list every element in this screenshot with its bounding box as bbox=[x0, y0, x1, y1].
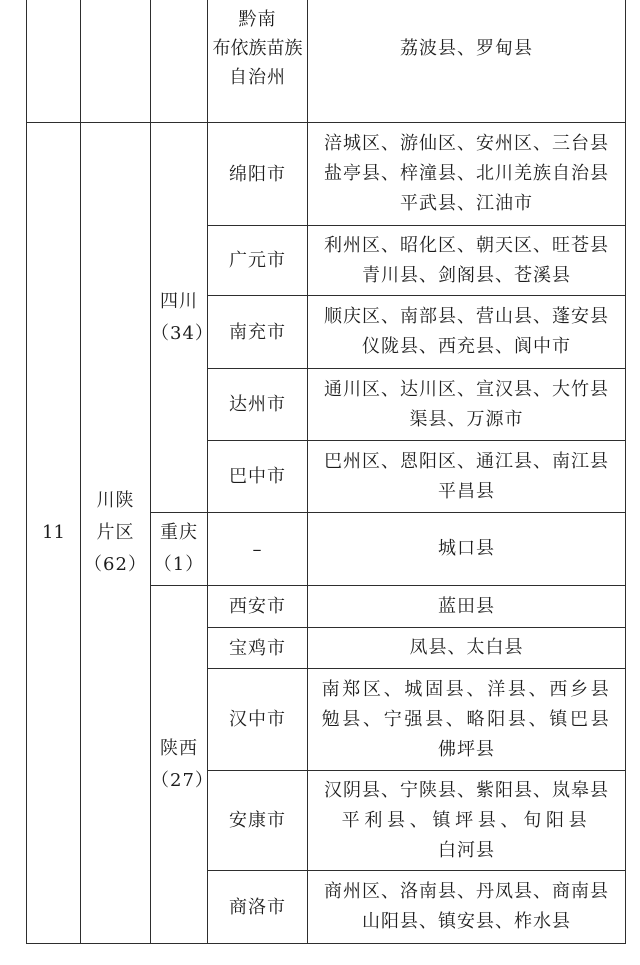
counties-line: 商州区、洛南县、丹凤县、商南县 bbox=[324, 881, 609, 902]
province-count: （27） bbox=[151, 769, 214, 791]
counties-line: 顺庆区、南部县、营山县、蓬安县 bbox=[324, 306, 609, 327]
counties-line: 通川区、达川区、宣汉县、大竹县 bbox=[324, 378, 609, 400]
counties-line: 平武县、江油市 bbox=[400, 193, 533, 214]
counties-cell-hanzhong bbox=[308, 669, 626, 771]
counties-cell-chongqing bbox=[308, 513, 626, 586]
counties-cell-bazhong bbox=[308, 441, 626, 513]
counties-line: 山阳县、镇安县、柞水县 bbox=[362, 911, 571, 932]
city-name-line: 布依族苗族 bbox=[212, 38, 303, 59]
city-name: 广元市 bbox=[229, 250, 286, 271]
region-cell-continued bbox=[81, 0, 151, 123]
city-name: – bbox=[252, 538, 263, 560]
counties-cell-shangluo bbox=[308, 871, 626, 944]
province-name: 四川 bbox=[160, 290, 198, 312]
province-cell-chongqing bbox=[151, 513, 208, 586]
city-cell-bazhong bbox=[208, 441, 308, 513]
city-cell-hanzhong bbox=[208, 669, 308, 771]
city-cell-ankang bbox=[208, 771, 308, 871]
city-name: 汉中市 bbox=[229, 709, 286, 730]
counties-line: 南郑区、城固县、洋县、西乡县 bbox=[321, 678, 612, 700]
counties-cell-xian bbox=[308, 586, 626, 628]
city-name-line: 黔南 bbox=[238, 9, 277, 30]
counties-line: 平利县、镇坪县、旬阳县 bbox=[341, 809, 592, 831]
city-name: 绵阳市 bbox=[229, 163, 286, 185]
counties-cell-ankang bbox=[308, 771, 626, 871]
city-cell-xian bbox=[208, 586, 308, 628]
city-name: 巴中市 bbox=[229, 466, 286, 487]
counties-line: 利州区、昭化区、朝天区、旺苍县 bbox=[324, 234, 609, 256]
city-cell-shangluo bbox=[208, 871, 308, 944]
city-name: 西安市 bbox=[229, 596, 286, 617]
counties-line: 涪城区、游仙区、安州区、三台县 bbox=[324, 133, 609, 154]
counties-cell-dazhou bbox=[308, 369, 626, 441]
city-name: 安康市 bbox=[229, 810, 286, 831]
city-name-line: 自治州 bbox=[229, 67, 286, 88]
city-cell-mianyang bbox=[208, 123, 308, 226]
counties-line: 荔波县、罗甸县 bbox=[400, 37, 533, 59]
city-name: 商洛市 bbox=[229, 896, 286, 918]
province-cell-shaanxi bbox=[151, 586, 214, 944]
city-name: 达州市 bbox=[229, 394, 286, 415]
number-cell-continued bbox=[27, 0, 81, 123]
city-name: 宝鸡市 bbox=[229, 637, 286, 659]
counties-line: 城口县 bbox=[438, 538, 495, 559]
province-count: （1） bbox=[153, 554, 205, 575]
counties-cell-guangyuan bbox=[308, 226, 626, 296]
counties-line: 渠县、万源市 bbox=[409, 408, 524, 430]
region-count: （62） bbox=[84, 554, 147, 575]
counties-line: 白河县 bbox=[438, 839, 495, 861]
counties-line: 蓝田县 bbox=[438, 595, 495, 617]
province-name: 重庆 bbox=[160, 522, 198, 543]
city-cell-qiannan bbox=[208, 0, 308, 123]
counties-cell-qiannan bbox=[308, 0, 626, 123]
province-name: 陕西 bbox=[160, 737, 198, 759]
city-cell-nanchong bbox=[208, 296, 308, 369]
counties-line: 仪陇县、西充县、阆中市 bbox=[362, 336, 571, 357]
region-name-line: 片区 bbox=[96, 522, 135, 543]
city-cell-baoji bbox=[208, 628, 308, 669]
counties-line: 巴州区、恩阳区、通江县、南江县 bbox=[324, 450, 609, 472]
counties-line: 佛坪县 bbox=[438, 738, 495, 760]
counties-line: 凤县、太白县 bbox=[409, 637, 524, 658]
province-cell-continued bbox=[151, 0, 208, 123]
row-number: 11 bbox=[42, 522, 65, 543]
counties-line: 盐亭县、梓潼县、北川羌族自治县 bbox=[324, 163, 609, 184]
row-number-cell bbox=[27, 123, 81, 944]
county-list-table bbox=[26, 0, 626, 944]
counties-line: 勉县、宁强县、略阳县、镇巴县 bbox=[321, 708, 612, 730]
province-count: （34） bbox=[151, 322, 214, 344]
counties-cell-nanchong bbox=[308, 296, 626, 369]
region-name-line: 川陕 bbox=[96, 490, 135, 511]
counties-cell-baoji bbox=[308, 628, 626, 669]
city-cell-chongqing bbox=[208, 513, 308, 586]
region-cell bbox=[81, 123, 151, 944]
table-row bbox=[27, 0, 626, 123]
city-cell-guangyuan bbox=[208, 226, 308, 296]
counties-cell-mianyang bbox=[308, 123, 626, 226]
city-name: 南充市 bbox=[229, 321, 286, 343]
city-cell-dazhou bbox=[208, 369, 308, 441]
table-row bbox=[27, 123, 626, 226]
counties-line: 平昌县 bbox=[438, 480, 495, 502]
counties-line: 汉阴县、宁陕县、紫阳县、岚皋县 bbox=[324, 779, 609, 801]
province-cell-sichuan bbox=[151, 123, 214, 513]
counties-line: 青川县、剑阁县、苍溪县 bbox=[362, 264, 571, 286]
